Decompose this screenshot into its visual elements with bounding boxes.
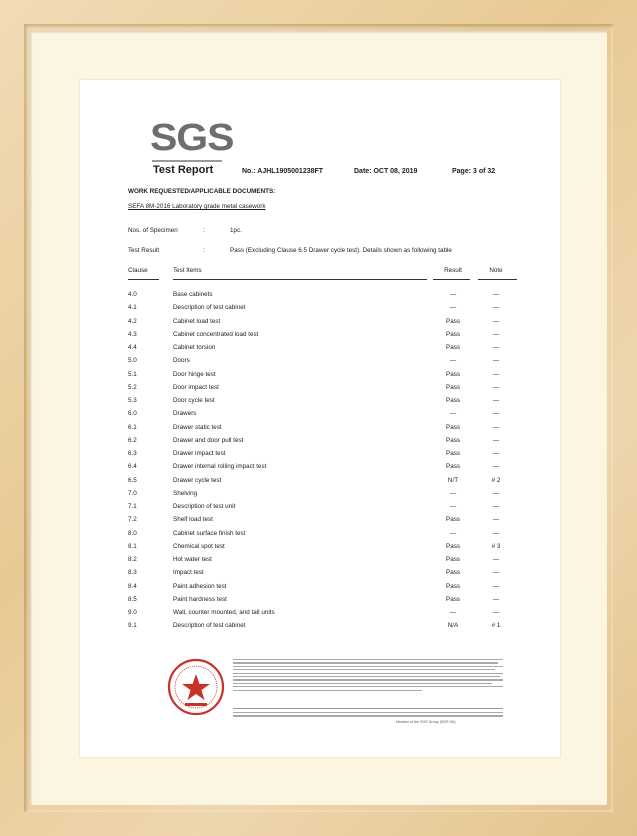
row-result: N/T — [447, 476, 459, 484]
row-test-item: Drawer and door pull test — [173, 436, 244, 444]
row-test-item: Door hinge test — [173, 370, 216, 378]
row-result: Pass — [446, 569, 460, 577]
row-test-item: Drawer impact test — [173, 450, 226, 457]
row-note: — — [492, 569, 500, 577]
row-test-item: Impact test — [173, 569, 204, 577]
test-result-sep: : — [203, 247, 205, 254]
row-note: — — [492, 503, 500, 510]
header-clause: Clause — [128, 267, 148, 274]
row-note: — — [492, 330, 500, 338]
row-note: # 1 — [491, 622, 501, 630]
footer-rule — [233, 708, 503, 709]
row-test-item: Cabinet torsion — [173, 344, 216, 351]
row-note: — — [492, 370, 500, 378]
header-rule-clause — [128, 279, 159, 280]
table-row — [0, 530, 637, 543]
row-result: — — [449, 357, 457, 365]
row-test-item: Shelving — [173, 489, 198, 497]
report-number: No.: AJHL1905001238FT — [242, 168, 324, 175]
row-clause: 8.2 — [128, 556, 137, 563]
row-test-item: Door impact test — [173, 383, 219, 391]
table-row — [0, 503, 637, 516]
row-note: — — [492, 410, 500, 418]
table-row — [0, 450, 637, 463]
row-clause: 4.2 — [128, 317, 137, 325]
table-row — [0, 397, 637, 410]
row-result: — — [449, 291, 457, 298]
row-note: — — [492, 397, 500, 404]
specimen-label: Nos. of Specimen — [128, 227, 178, 234]
table-row — [0, 543, 637, 556]
row-clause: 4.1 — [128, 304, 137, 312]
row-result: Pass — [446, 542, 460, 550]
header-note: Note — [489, 267, 503, 274]
table-row — [0, 596, 637, 609]
table-row — [0, 437, 637, 450]
report-date: Date: OCT 08, 2019 — [354, 168, 418, 175]
row-note: — — [492, 450, 500, 457]
row-note: — — [492, 609, 500, 616]
row-note: — — [492, 556, 500, 563]
row-clause: 6.3 — [128, 450, 137, 457]
row-clause: 5.0 — [128, 357, 137, 365]
row-clause: 4.3 — [128, 330, 137, 338]
row-note: — — [492, 436, 500, 444]
header-rule-result — [433, 279, 470, 280]
row-test-item: Door cycle test — [173, 397, 215, 404]
table-row — [0, 609, 637, 622]
table-row — [0, 583, 637, 596]
row-test-item: Doors — [173, 357, 190, 365]
table-row — [0, 424, 637, 437]
row-note: # 2 — [491, 476, 501, 484]
table-row — [0, 490, 637, 503]
row-clause: 6.0 — [128, 410, 137, 418]
row-result: Pass — [446, 423, 460, 431]
row-test-item: Hot water test — [173, 556, 212, 563]
specimen-value: 1pc. — [230, 227, 242, 234]
row-note: — — [492, 489, 500, 497]
row-test-item: Paint hardness test — [173, 595, 227, 603]
row-note: — — [492, 291, 500, 298]
row-note: — — [492, 582, 500, 590]
row-test-item: Cabinet concentrated load test — [173, 330, 259, 338]
row-clause: 9.0 — [128, 609, 137, 616]
table-row — [0, 463, 637, 476]
row-clause: 5.2 — [128, 383, 137, 391]
row-clause: 7.0 — [128, 489, 137, 497]
row-note: — — [492, 304, 500, 312]
header-rule-note — [478, 279, 517, 280]
row-test-item: Description of test unit — [173, 503, 236, 510]
header-rule-items — [173, 279, 427, 280]
row-result: Pass — [446, 463, 460, 471]
row-test-item: Base cabinets — [173, 291, 213, 298]
row-note: — — [492, 463, 500, 471]
row-clause: 8.4 — [128, 582, 137, 590]
row-clause: 5.3 — [128, 397, 137, 404]
test-result-label: Test Result — [128, 247, 160, 254]
row-result: — — [449, 410, 457, 418]
row-note: — — [492, 595, 500, 603]
row-clause: 4.0 — [128, 291, 137, 298]
row-clause: 6.4 — [128, 463, 137, 471]
report-title: Test Report — [153, 164, 214, 176]
table-row — [0, 410, 637, 423]
row-note: — — [492, 516, 500, 524]
row-clause: 9.1 — [128, 622, 137, 630]
sgs-member-note: Member of the SGS Group (SGS SA) — [396, 720, 456, 724]
row-result: — — [449, 529, 457, 537]
row-test-item: Drawers — [173, 410, 197, 418]
row-note: — — [492, 383, 500, 391]
table-row — [0, 304, 637, 317]
sgs-logo: SGS — [150, 117, 234, 159]
header-result: Result — [444, 267, 462, 274]
row-result: Pass — [446, 450, 460, 457]
row-result: — — [449, 489, 457, 497]
row-clause: 6.1 — [128, 423, 137, 431]
row-result: Pass — [446, 397, 460, 404]
specimen-sep: : — [203, 227, 205, 234]
row-result: Pass — [446, 330, 460, 338]
row-clause: 8.0 — [128, 529, 137, 537]
row-note: — — [492, 423, 500, 431]
table-row — [0, 344, 637, 357]
table-row — [0, 477, 637, 490]
row-note: — — [492, 357, 500, 365]
table-row — [0, 318, 637, 331]
sgs-seal-stamp — [166, 657, 226, 717]
table-row — [0, 291, 637, 304]
row-note: # 3 — [491, 542, 501, 550]
row-result: — — [449, 503, 457, 510]
row-test-item: Drawer cycle test — [173, 476, 222, 484]
row-result: Pass — [446, 516, 460, 524]
row-test-item: Drawer static test — [173, 423, 222, 431]
row-note: — — [492, 529, 500, 537]
row-test-item: Cabinet load test — [173, 317, 221, 325]
row-test-item: Chemical spot test — [173, 542, 225, 550]
row-clause: 5.1 — [128, 370, 137, 378]
test-result-value: Pass (Excluding Clause 6.5 Drawer cycle test). Details shown as following table — [230, 247, 452, 254]
row-result: — — [449, 304, 457, 312]
row-result: Pass — [446, 556, 460, 563]
terms-fine-print — [233, 659, 503, 703]
table-row — [0, 622, 637, 635]
row-clause: 8.5 — [128, 595, 137, 603]
table-row — [0, 556, 637, 569]
row-result: Pass — [446, 436, 460, 444]
row-note: — — [492, 344, 500, 351]
work-requested-heading: WORK REQUESTED/APPLICABLE DOCUMENTS: — [128, 188, 276, 195]
row-test-item: Paint adhesion test — [173, 582, 227, 590]
row-clause: 7.2 — [128, 516, 137, 524]
row-test-item: Wall, counter mounted, and tall units — [173, 609, 275, 616]
row-result: Pass — [446, 582, 460, 590]
row-test-item: Drawer internal rolling impact test — [173, 463, 267, 471]
page-number: Page: 3 of 32 — [452, 168, 496, 175]
table-row — [0, 384, 637, 397]
row-clause: 4.4 — [128, 344, 137, 351]
row-test-item: Description of test cabinet — [173, 304, 246, 312]
row-note: — — [492, 317, 500, 325]
row-result: — — [449, 609, 457, 616]
row-result: Pass — [446, 595, 460, 603]
table-row — [0, 371, 637, 384]
row-test-item: Description of test cabinet — [173, 622, 246, 630]
row-test-item: Cabinet surface finish test — [173, 529, 246, 537]
row-clause: 7.1 — [128, 503, 137, 510]
footer-address — [233, 712, 503, 722]
row-result: N/A — [447, 622, 459, 630]
table-row — [0, 331, 637, 344]
row-result: Pass — [446, 317, 460, 325]
row-clause: 8.3 — [128, 569, 137, 577]
row-result: Pass — [446, 383, 460, 391]
row-clause: 6.5 — [128, 476, 137, 484]
logo-underline — [152, 160, 222, 162]
row-clause: 8.1 — [128, 542, 137, 550]
row-test-item: Shelf load test — [173, 516, 213, 524]
table-row — [0, 357, 637, 370]
table-row — [0, 569, 637, 582]
header-items: Test Items — [173, 267, 202, 274]
row-result: Pass — [446, 370, 460, 378]
applicable-document: SEFA 8M-2016 Laboratory grade metal casework — [128, 203, 266, 210]
table-row — [0, 516, 637, 529]
row-clause: 6.2 — [128, 436, 137, 444]
row-result: Pass — [446, 344, 460, 351]
